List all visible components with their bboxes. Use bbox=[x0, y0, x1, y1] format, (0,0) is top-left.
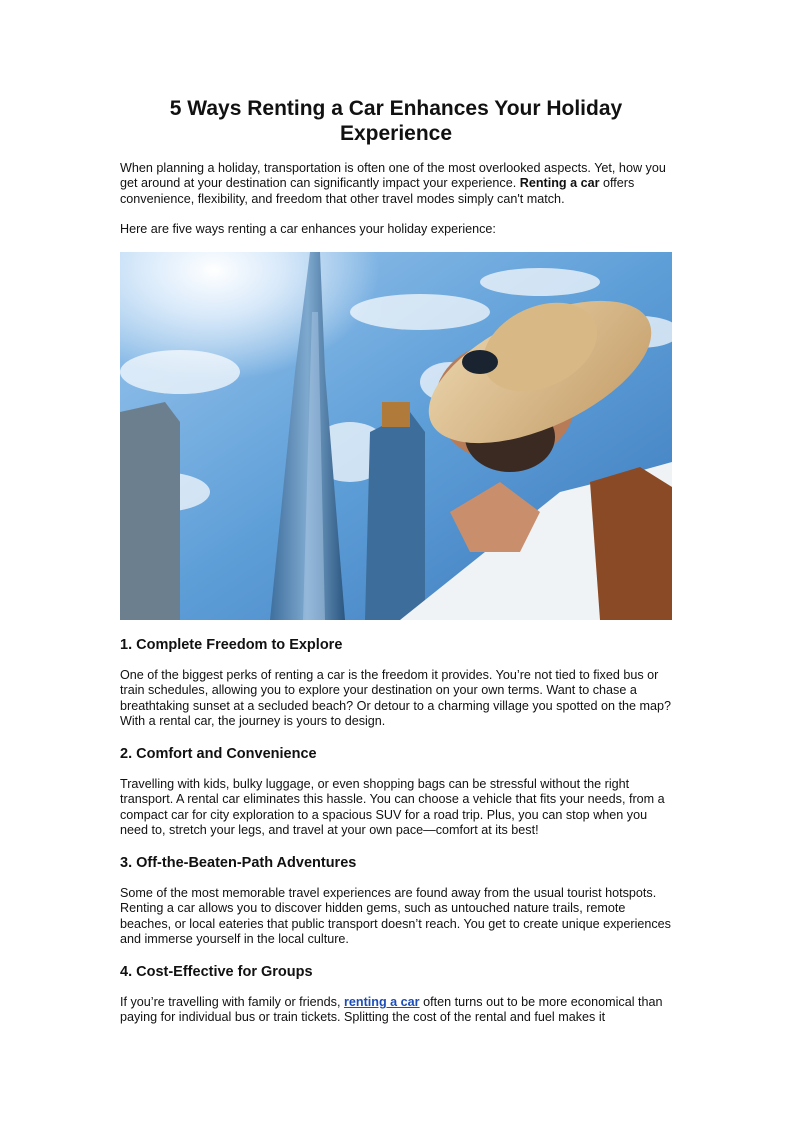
intro-text-start: When planning a holiday, transportation is often one of the most overlooked aspects. Yet, how you get around at your destination can significantly impact your experience. bbox=[120, 161, 666, 191]
intro-paragraph bbox=[120, 161, 672, 207]
lead-paragraph: Here are five ways renting a car enhances your holiday experience: bbox=[120, 222, 496, 236]
section-heading-freedom: 1. Complete Freedom to Explore bbox=[120, 637, 343, 653]
section-body-freedom: One of the biggest perks of renting a car is the freedom it provides. You’re not tied to fixed bus or train schedules, allowing you to explore your destination on your own terms. Want to chase a breathtaking sunset at a secluded beach? Or detour to a charming village you spotted on the map? With a rental car, the journey is yours to design. bbox=[120, 668, 671, 728]
renting-a-car-link[interactable]: renting a car bbox=[343, 995, 420, 1009]
section-body-adventures: Some of the most memorable travel experiences are found away from the usual tourist hotspots. Renting a car allows you to discover hidden gems, such as untouched nature trails, remote beaches, or local eateries that public transport doesn’t reach. You get to create unique experiences and immerse yourself in the local culture. bbox=[120, 886, 671, 946]
intro-text-end: offers convenience, flexibility, and freedom that other travel modes simply can't match. bbox=[120, 176, 635, 206]
section-body-comfort: Travelling with kids, bulky luggage, or even shopping bags can be stressful without the right transport. A rental car eliminates this hassle. You can choose a vehicle that fits your needs, from a compact car for city exploration to a spacious SUV for a road trip. Plus, you can stop when you need to, stretch your legs, and travel at your own pace—comfort at its best! bbox=[120, 777, 665, 837]
hero-photo bbox=[120, 252, 672, 620]
page-title: 5 Ways Renting a Car Enhances Your Holiday Experience bbox=[169, 97, 623, 145]
section-heading-adventures: 3. Off-the-Beaten-Path Adventures bbox=[120, 855, 357, 871]
section-body-groups bbox=[120, 995, 672, 1026]
hero-illustration bbox=[120, 252, 672, 620]
section-heading-groups: 4. Cost-Effective for Groups bbox=[120, 964, 313, 980]
intro-bold-phrase: Renting a car bbox=[519, 176, 600, 191]
section-heading-comfort: 2. Comfort and Convenience bbox=[120, 746, 317, 762]
groups-text-start: If you’re travelling with family or friends, bbox=[120, 995, 344, 1009]
groups-text-end: often turns out to be more economical than paying for individual bus or train tickets. Splitting the cost of the rental and fuel makes it bbox=[120, 995, 663, 1025]
